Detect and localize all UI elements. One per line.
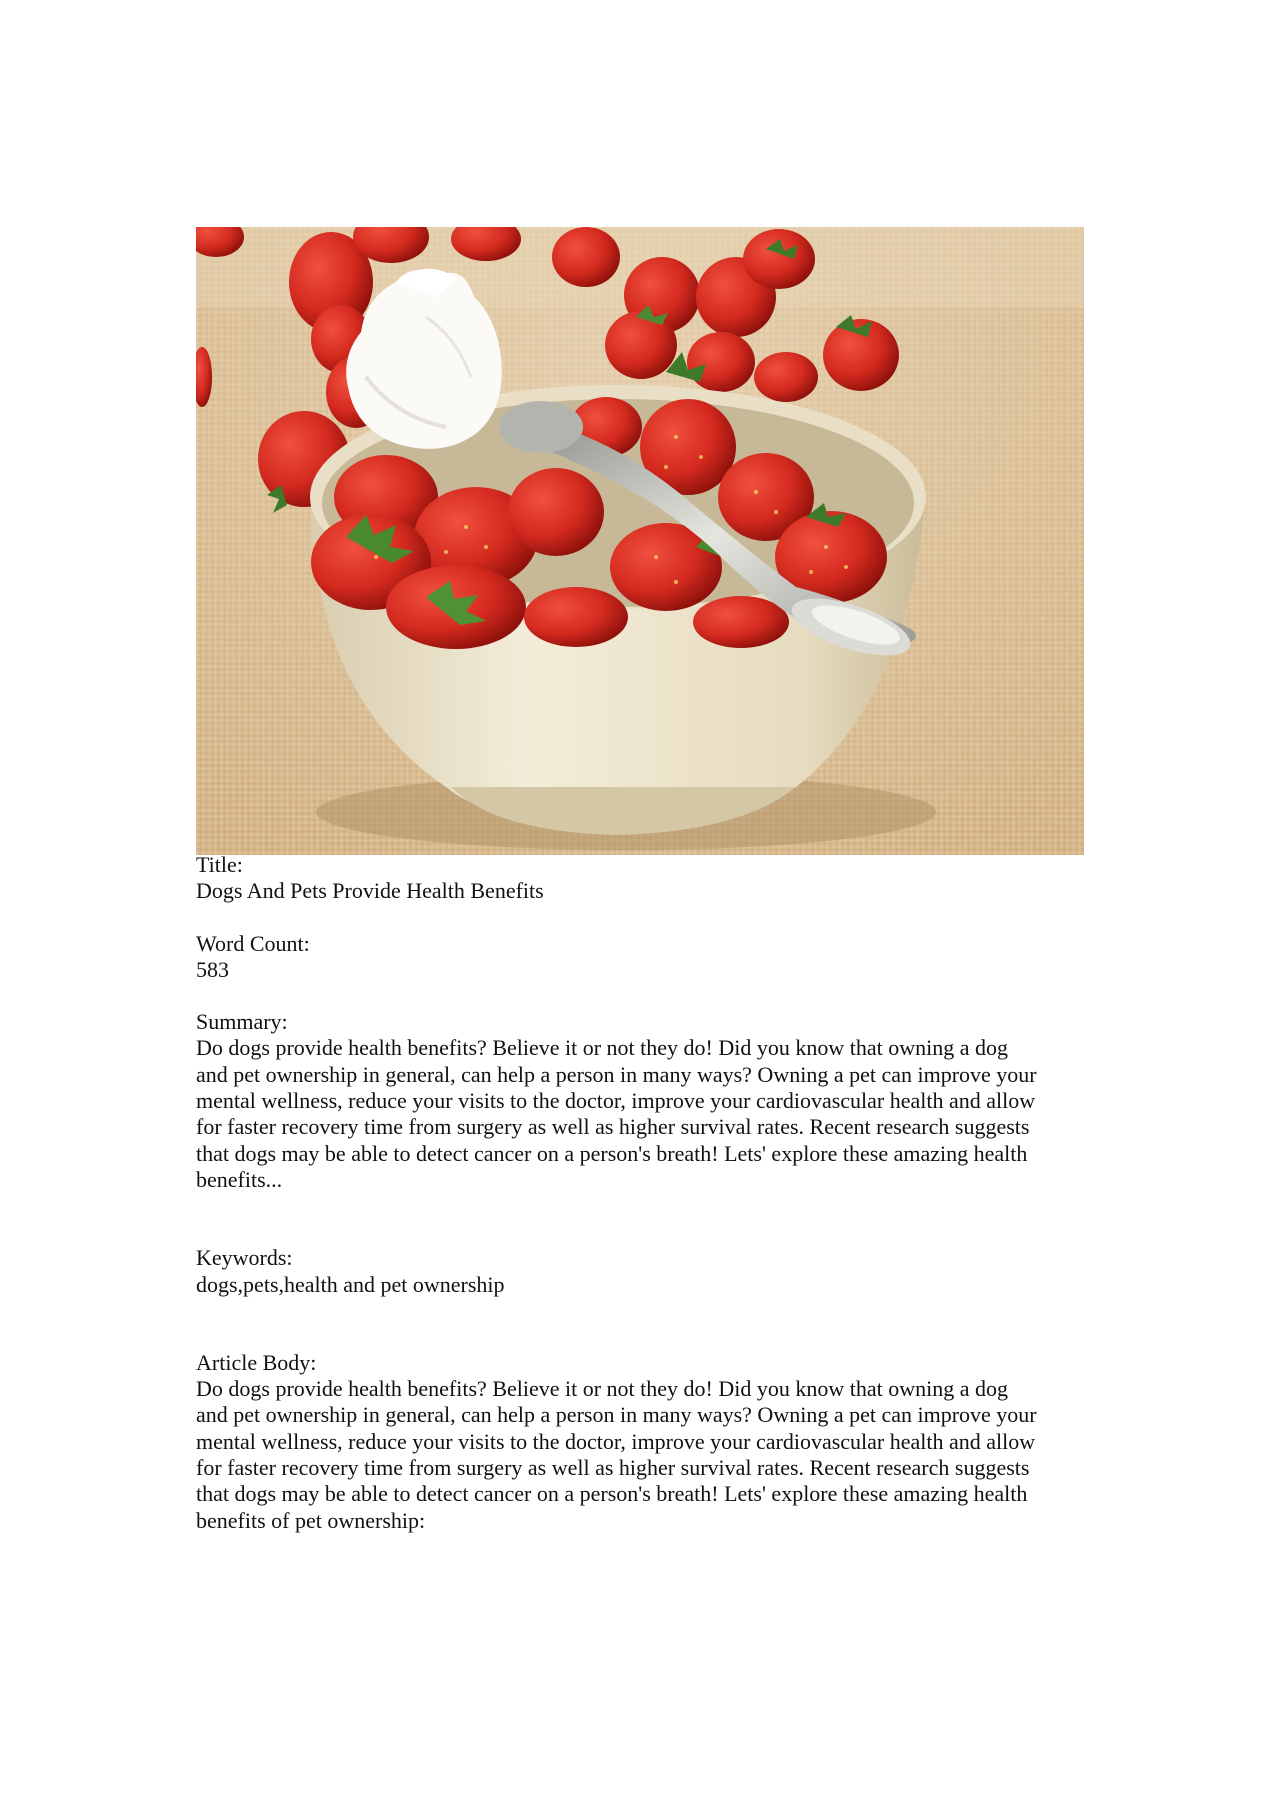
- body-line: benefits of pet ownership:: [196, 1507, 426, 1533]
- article-body-label: Article Body:: [196, 1349, 317, 1375]
- word-count-value: 583: [196, 956, 229, 982]
- body-line: and pet ownership in general, can help a person in many ways? Owning a pet can improve your: [196, 1402, 1037, 1428]
- summary-line: that dogs may be able to detect cancer on a person's breath! Lets' explore these amazing health: [196, 1140, 1028, 1166]
- article-text: [196, 852, 1096, 1534]
- summary-text: [196, 1035, 1086, 1193]
- title-label: Title:: [196, 852, 243, 877]
- strawberries-bowl-photo: [196, 227, 1084, 855]
- article-body-text: [196, 1376, 1086, 1534]
- summary-label: Summary:: [196, 1009, 288, 1035]
- summary-line: for faster recovery time from surgery as well as higher survival rates. Recent research suggests: [196, 1114, 1030, 1140]
- body-line: Do dogs provide health benefits? Believe it or not they do! Did you know that owning a dog: [196, 1376, 1009, 1402]
- summary-line: Do dogs provide health benefits? Believe it or not they do! Did you know that owning a dog: [196, 1035, 1009, 1061]
- photo-illustration: [196, 227, 1084, 855]
- body-line: mental wellness, reduce your visits to the doctor, improve your cardiovascular health and allow: [196, 1428, 1036, 1454]
- word-count-label: Word Count:: [196, 930, 310, 956]
- keywords-value: dogs,pets,health and pet ownership: [196, 1271, 505, 1297]
- keywords-label: Keywords:: [196, 1245, 293, 1271]
- summary-line: mental wellness, reduce your visits to the doctor, improve your cardiovascular health and allow: [196, 1088, 1036, 1114]
- title-value: Dogs And Pets Provide Health Benefits: [196, 878, 544, 904]
- summary-line: benefits...: [196, 1166, 283, 1192]
- summary-line: and pet ownership in general, can help a person in many ways? Owning a pet can improve your: [196, 1061, 1037, 1087]
- body-line: that dogs may be able to detect cancer on a person's breath! Lets' explore these amazing health: [196, 1481, 1028, 1507]
- body-line: for faster recovery time from surgery as well as higher survival rates. Recent research suggests: [196, 1455, 1030, 1481]
